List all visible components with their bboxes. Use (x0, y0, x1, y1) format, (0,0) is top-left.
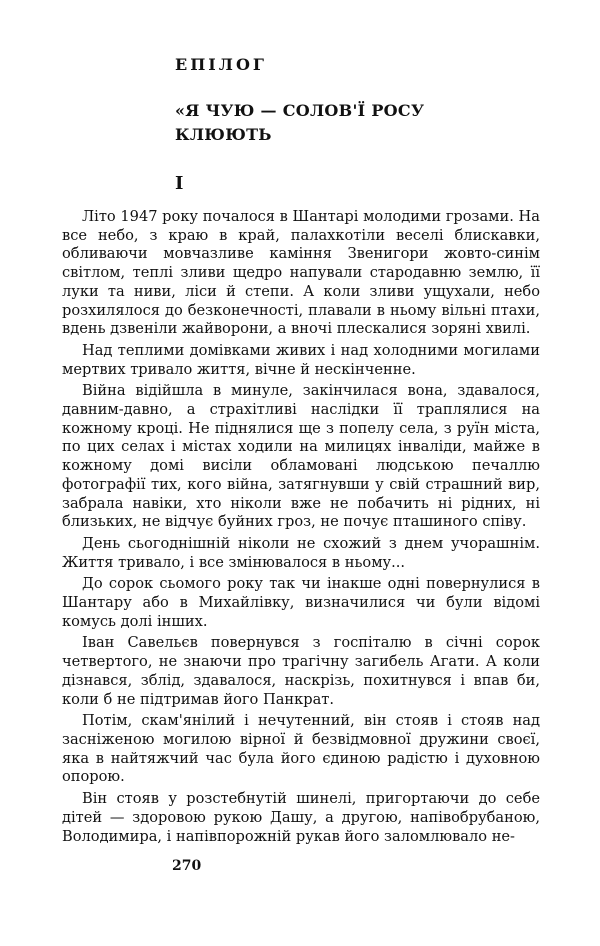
paragraph: До сорок сьомого року так чи інакше одні повернулися в Шантару або в Михайлівку, визначилися чи були відомі комусь долі інших. (62, 575, 540, 630)
page-number: 270 (172, 858, 202, 874)
paragraph: Літо 1947 року почалося в Шантарі молодими грозами. На все небо, з краю в край, палахкотіли веселі блискавки, обливаючи мовчазливе каміння Звенигори жовто-синім світлом, теплі зливи щедро напували стародавню землю, її луки та ниви, ліси й степи. А коли зливи ущухали, небо розхилялося до безконечності, плавали в ньому вільні птахи, вдень дзвеніли жайворони, а вночі плескалися зоряні хвилі. (62, 208, 540, 338)
paragraph: Він стояв у розстебнутій шинелі, пригортаючи до себе дітей — здоровою рукою Дашу, а другою, напівобрубаною, Володимира, і напівпорожній рукав його заломлювало не- (62, 790, 540, 845)
paragraph: Іван Савельєв повернувся з госпіталю в січні сорок четвертого, не знаючи про трагічну загибель Агати. А коли дізнався, зблід, здавалося, наскрізь, похитнувся і впав би, коли б не підтримав його Панкрат. (62, 634, 540, 708)
paragraph: Над теплими домівками живих і над холодними могилами мертвих тривало життя, вічне й нескінченне. (62, 341, 540, 378)
paragraph: Потім, скам'янілий і нечутенний, він стояв і стояв над засніженою могилою вірної й безвідмовної дружини своєї, яка в найтяжчий час була його єдиною радістю і духовною опорою. (62, 712, 540, 786)
body-text (62, 208, 540, 846)
section-number: I (175, 173, 184, 194)
chapter-title: ЕПІЛОГ (175, 55, 267, 74)
chapter-subtitle: «Я ЧУЮ — СОЛОВ'Ї РОСУ КЛЮЮТЬ (175, 101, 425, 144)
paragraph: Війна відійшла в минуле, закінчилася вона, здавалося, давним-давно, а страхітливі наслідки її траплялися на кожному кроці. Не піднялися ще з попелу села, з руїн міста, по цих селах і містах ходили на милицях інваліди, майже в кожному домі висіли обламовані людською печаллю фотографії тих, кого війна, затягнувши у свій страшний вир, забрала навіки, хто ніколи вже не побачить ні рідних, ні близьких, не відчує буйних гроз, не почує пташиного співу. (62, 382, 540, 531)
paragraph: День сьогоднішній ніколи не схожий з днем учорашнім. Життя тривало, і все змінювалося в ньому... (62, 534, 540, 571)
